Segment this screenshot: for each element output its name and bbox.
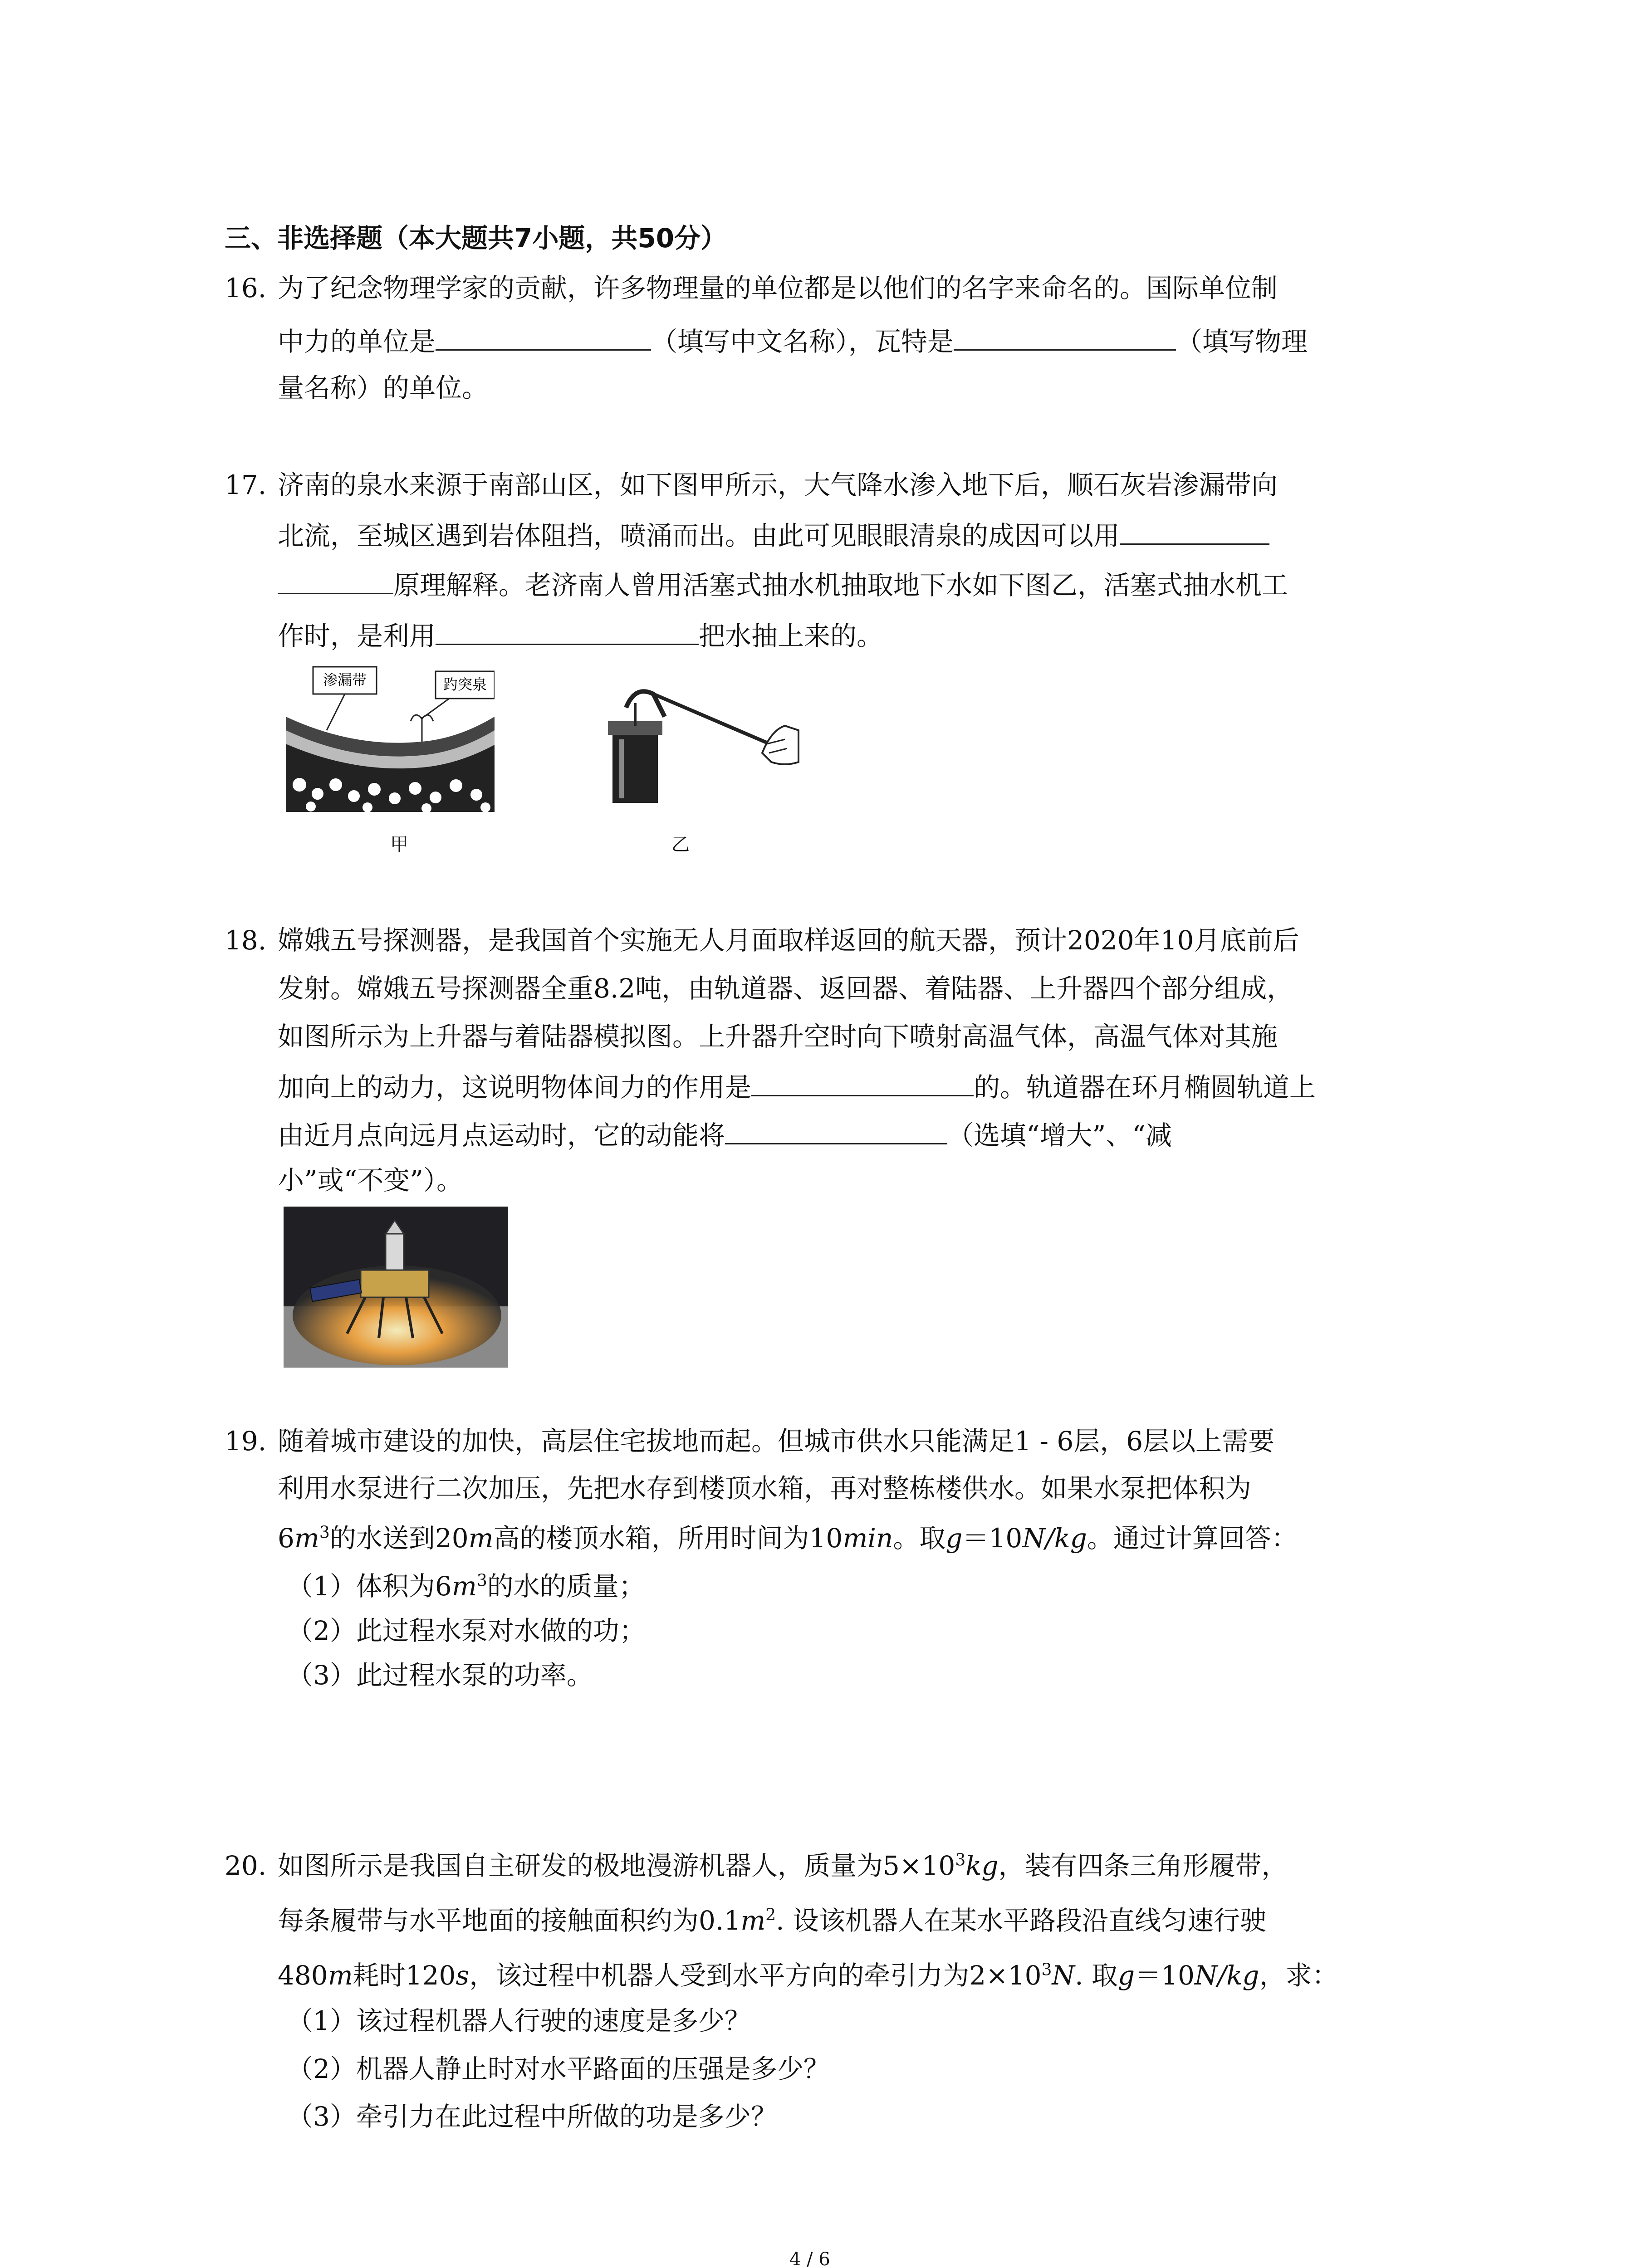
q19-text: 。取 (893, 1523, 946, 1554)
q20-unit: m (740, 1905, 766, 1936)
q19-line-2: 利用水泵进行二次加压，先把水存到楼顶水箱，再对整栋楼供水。如果水泵把体积为 (278, 1473, 1252, 1504)
q19-sub-1 (287, 1571, 645, 1602)
q18-line-2: 发射。嫦娥五号探测器全重8.2吨，由轨道器、返回器、着陆器、上升器四个部分组成， (278, 973, 1293, 1004)
q19-text: ＝10 (962, 1523, 1023, 1554)
q20-sub-1: （1）该过程机器人行驶的速度是多少？ (287, 2005, 751, 2036)
piston-pump-figure (585, 676, 803, 812)
q19-text: 高的楼顶水箱，所用时间为10 (493, 1523, 843, 1554)
q16-line-3: 量名称）的单位。 (278, 372, 489, 403)
q19-text: （1）体积为6 (287, 1571, 452, 1602)
q20-text: . 设该机器人在某水平路段沿直线匀速行驶 (776, 1905, 1267, 1936)
q20-line-1 (278, 1850, 1288, 1881)
q16-blank-1[interactable] (436, 326, 651, 351)
question-20-number: 20. (225, 1850, 267, 1881)
q19-text: 的水送到20 (329, 1523, 469, 1554)
q17-line-1: 济南的泉水来源于南部山区，如下图甲所示，大气降水渗入地下后，顺石灰岩渗漏带向 (278, 469, 1278, 500)
page-number: 4 / 6 (789, 2249, 830, 2268)
q18-line-3: 如图所示为上升器与着陆器模拟图。上升器升空时向下喷射高温气体，高温气体对其施 (278, 1021, 1278, 1052)
q20-text: ，装有四条三角形履带， (998, 1850, 1288, 1881)
q20-sub-3: （3）牵引力在此过程中所做的功是多少？ (287, 2101, 777, 2132)
q19-unit: min (843, 1523, 893, 1554)
q19-unit: m (294, 1523, 319, 1554)
q17-text: 北流，至城区遇到岩体阻挡，喷涌而出。由此可见眼眼清泉的成因可以用 (278, 520, 1120, 551)
question-19-number: 19. (225, 1426, 267, 1457)
q16-text: 中力的单位是 (278, 326, 436, 357)
q20-sub-2: （2）机器人静止时对水平路面的压强是多少？ (287, 2053, 830, 2084)
q20-symbol: g (1118, 1960, 1135, 1991)
spring-geology-figure (286, 662, 495, 812)
section-title: 三、非选择题（本大题共7小题，共50分） (225, 223, 727, 254)
q17-line-2 (278, 520, 1269, 549)
q18-text: 由近月点向远月点运动时，它的动能将 (278, 1120, 725, 1151)
q17-text: 把水抽上来的。 (699, 621, 883, 651)
q17-blank-2[interactable] (436, 620, 699, 645)
figure-caption-b: 乙 (671, 834, 690, 855)
q19-text: 的水的质量； (487, 1571, 645, 1602)
label-leak-zone: 渗漏带 (323, 671, 367, 689)
q20-text: ，该过程中机器人受到水平方向的牵引力为2×10 (469, 1960, 1042, 1991)
question-16-number: 16. (225, 273, 267, 303)
q20-text: 耗时120 (353, 1960, 456, 1991)
q20-text: 480 (278, 1960, 328, 1991)
q20-text: 每条履带与水平地面的接触面积约为0.1 (278, 1905, 741, 1936)
q19-unit: m (451, 1571, 477, 1602)
q20-line-3 (278, 1962, 1338, 1989)
figure-caption-a: 甲 (390, 834, 408, 855)
label-spring: 趵突泉 (443, 676, 487, 693)
q19-text: 。通过计算回答： (1087, 1523, 1298, 1554)
q19-line-1: 随着城市建设的加快，高层住宅拔地而起。但城市供水只能满足1 - 6层，6层以上需要 (278, 1426, 1275, 1457)
q18-line-4 (278, 1071, 1316, 1103)
q16-text: （填写中文名称），瓦特是 (651, 326, 954, 357)
q18-line-1: 嫦娥五号探测器，是我国首个实施无人月面取样返回的航天器，预计2020年10月底前后 (278, 925, 1299, 956)
q17-blank-1a[interactable] (1120, 520, 1269, 545)
q18-line-6: 小”或“不变”）。 (278, 1165, 463, 1196)
q17-line-4 (278, 620, 883, 649)
q18-text: （选填“增大”、“减 (947, 1120, 1172, 1151)
q19-text: 6 (278, 1523, 294, 1554)
q18-text: 的。轨道器在环月椭圆轨道上 (974, 1072, 1316, 1103)
q18-text: 加向上的动力，这说明物体间力的作用是 (278, 1072, 752, 1103)
q17-line-3 (278, 569, 1288, 601)
q19-sub-2: （2）此过程水泵对水做的功； (287, 1615, 646, 1646)
q20-unit: s (456, 1960, 470, 1991)
lunar-lander-figure (284, 1207, 508, 1368)
q19-line-3 (278, 1523, 1298, 1554)
q19-unit: N/kg (1022, 1523, 1087, 1554)
question-17-number: 17. (225, 469, 267, 500)
q17-blank-1b[interactable] (278, 569, 393, 594)
q18-blank-1[interactable] (751, 1071, 974, 1096)
q20-unit: N/kg (1195, 1960, 1259, 1991)
q20-unit: N (1052, 1960, 1075, 1991)
q16-line-1: 为了纪念物理学家的贡献，许多物理量的单位都是以他们的名字来命名的。国际单位制 (278, 273, 1278, 303)
q20-exponent: 3 (1041, 1960, 1052, 1980)
q19-symbol: g (945, 1523, 963, 1554)
q20-exponent: 2 (765, 1906, 776, 1925)
q20-exponent: 3 (955, 1851, 966, 1870)
q20-text: ，求： (1259, 1960, 1338, 1991)
q19-sub-3: （3）此过程水泵的功率。 (287, 1660, 593, 1691)
q20-text: ＝10 (1135, 1960, 1195, 1991)
question-18-number: 18. (225, 925, 267, 956)
q16-line-2 (278, 326, 1308, 355)
q20-line-2 (278, 1907, 1266, 1934)
q17-text: 原理解释。老济南人曾用活塞式抽水机抽取地下水如下图乙，活塞式抽水机工 (393, 570, 1288, 601)
q19-exponent: 3 (319, 1523, 330, 1542)
q18-line-5 (278, 1119, 1172, 1149)
q20-text: 如图所示是我国自主研发的极地漫游机器人，质量为5×10 (278, 1850, 955, 1881)
q19-exponent: 3 (476, 1571, 487, 1590)
q17-text: 作时，是利用 (278, 621, 436, 651)
q16-blank-2[interactable] (954, 326, 1176, 351)
q16-text: （填写物理 (1176, 326, 1308, 357)
q18-blank-2[interactable] (725, 1119, 947, 1144)
q20-unit: kg (965, 1850, 999, 1881)
q19-unit: m (468, 1523, 494, 1554)
q20-text: . 取 (1075, 1960, 1118, 1991)
q20-unit: m (328, 1960, 353, 1991)
